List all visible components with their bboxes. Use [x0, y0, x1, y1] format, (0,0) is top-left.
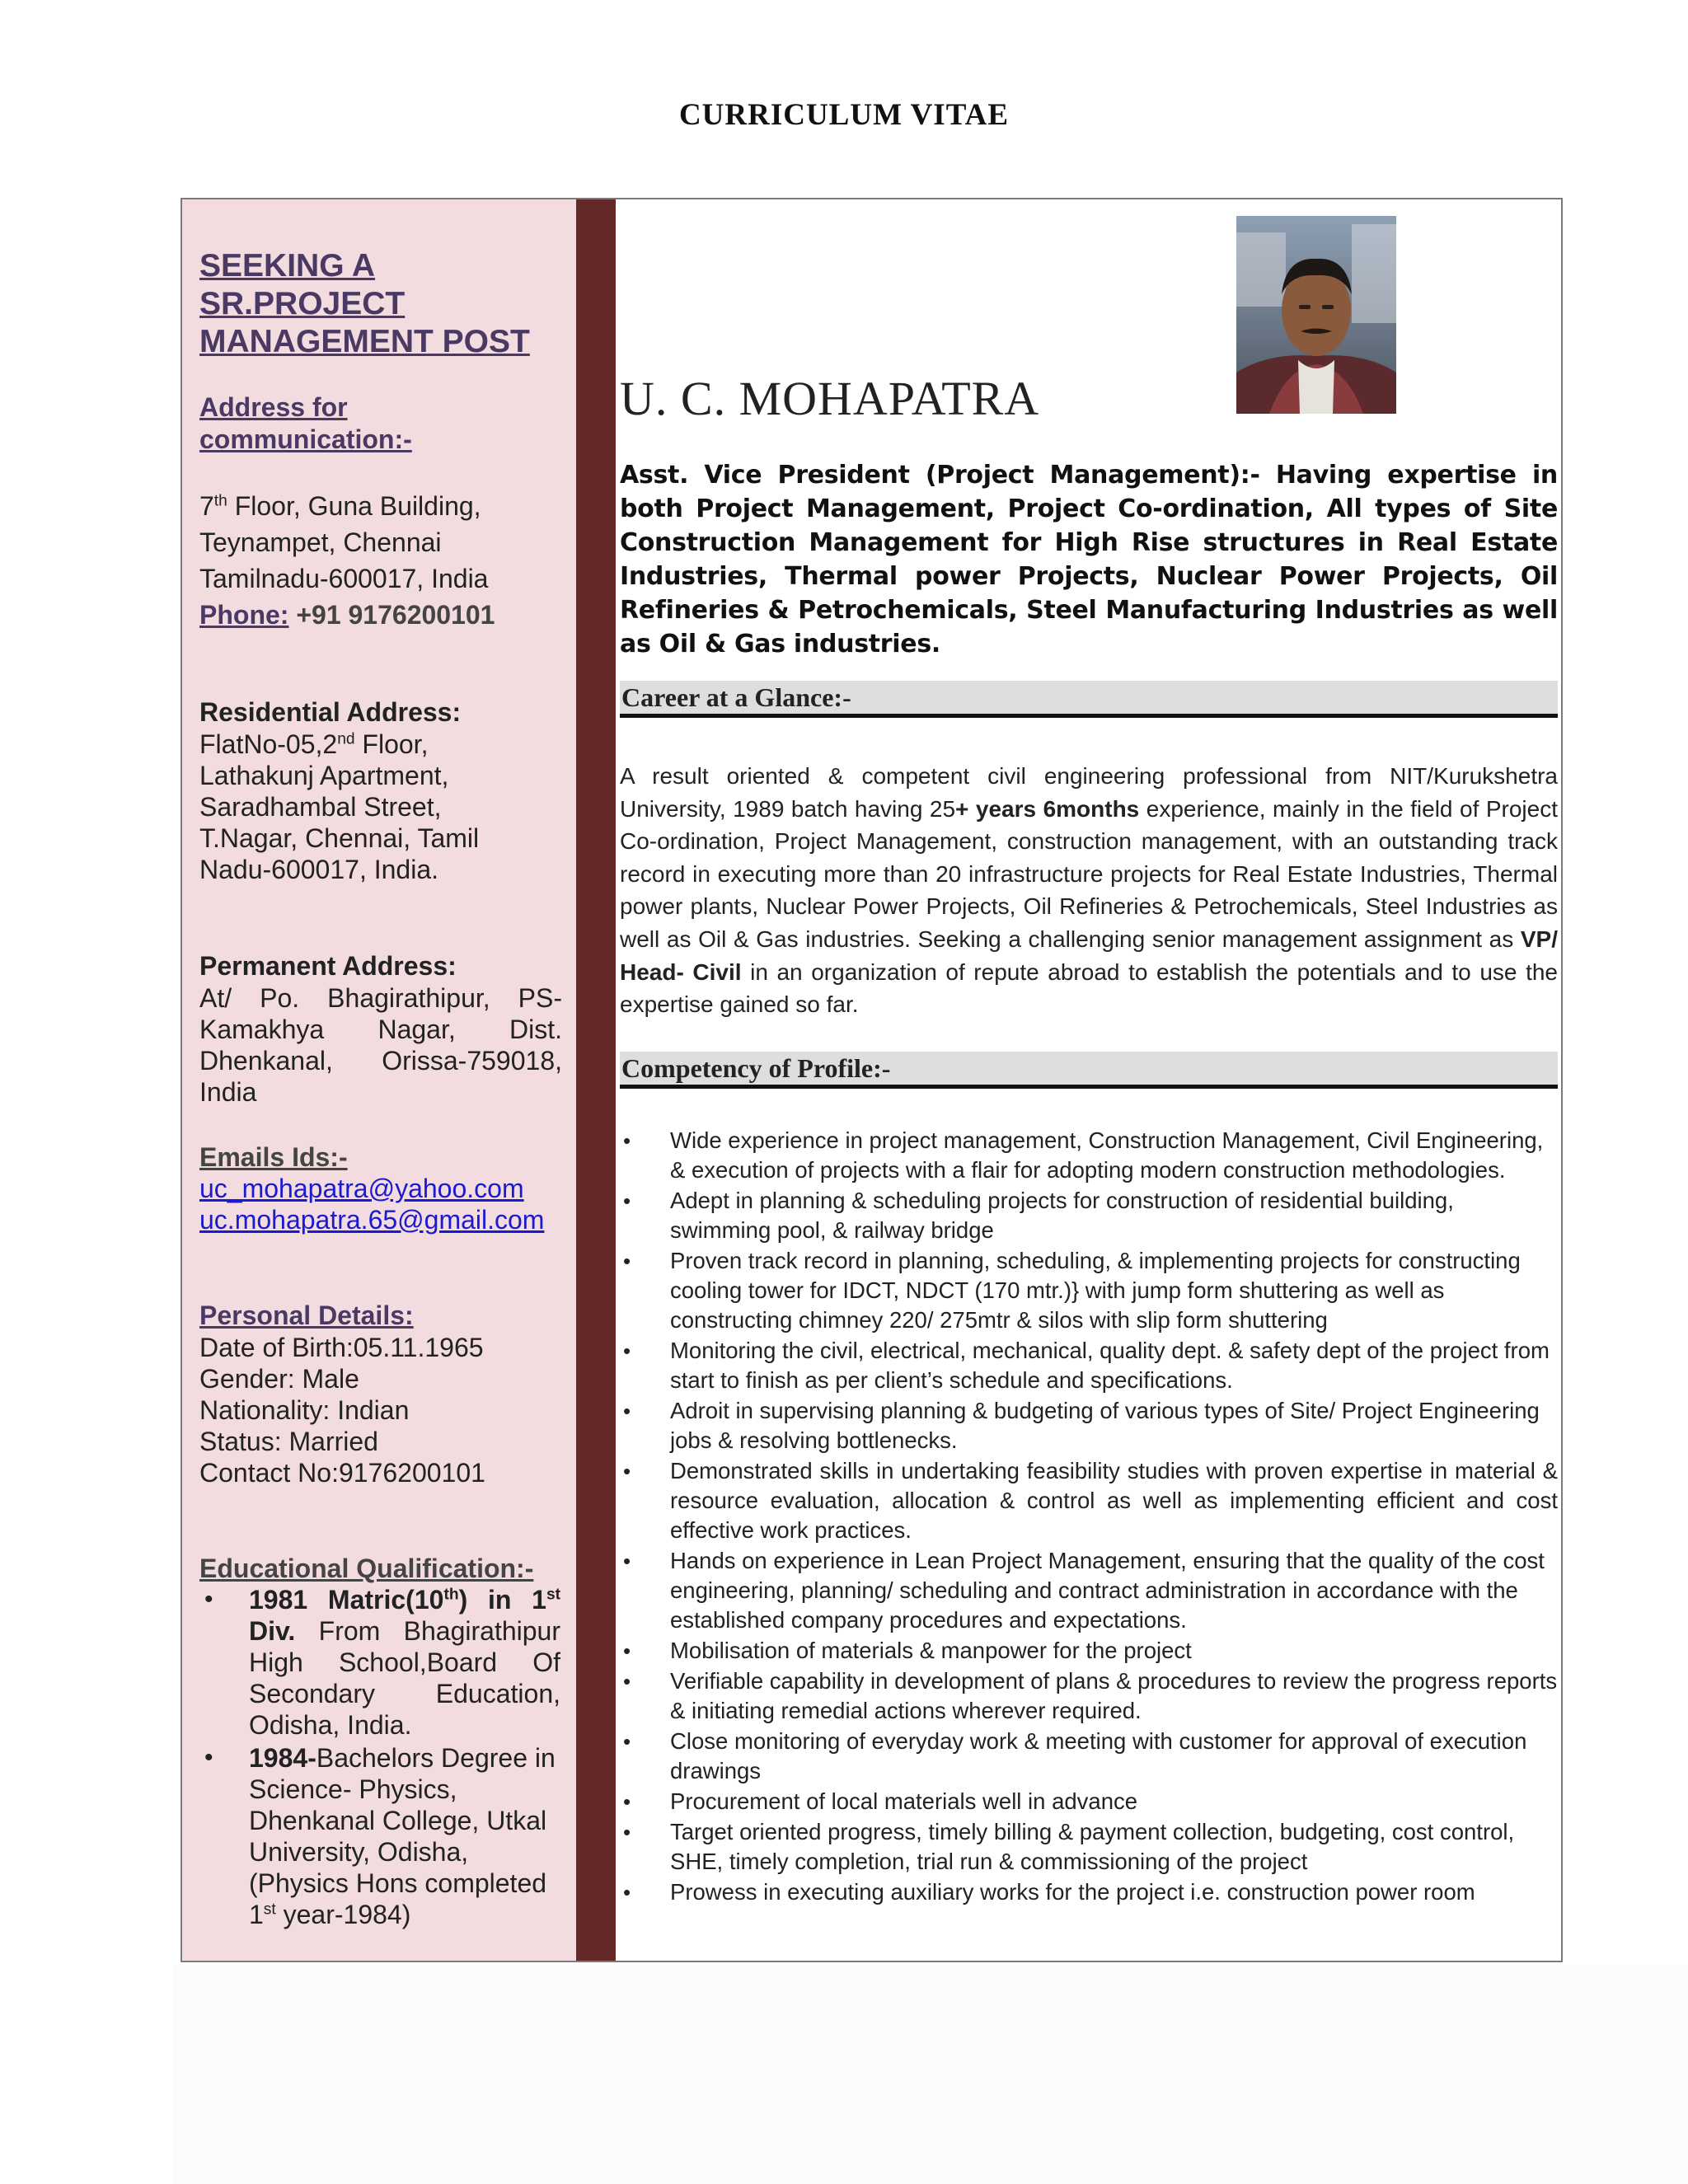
competency-item: • Adroit in supervising planning & budgeting of various types of Site/ Project Engineering jobs & resolving bottlenecks.	[620, 1396, 1558, 1455]
personal-status: Status: Married	[199, 1427, 378, 1456]
comm-address-line-3: Tamilnadu-600017, India	[199, 564, 489, 593]
profile-summary: Asst. Vice President (Project Management):- Having expertise in both Project Management, Project Co-ordination, All types of Site Construction Management for High Rise structures in Real Estate Industries, Thermal power Projects, Nuclear Power Projects, Oil Refineries & Petrochemicals, Steel Manufacturing Industries as well as Oil & Gas industries.	[620, 461, 1558, 658]
page-bottom-shade	[173, 1966, 1688, 2184]
competency-item: • Hands on experience in Lean Project Management, ensuring that the quality of the cost engineering, planning/ scheduling and contract administration in accordance with the established company procedures and expectations.	[620, 1546, 1558, 1635]
residential-address	[199, 729, 562, 885]
personal-nationality: Nationality: Indian	[199, 1395, 410, 1425]
competency-item: • Mobilisation of materials & manpower for the project	[620, 1636, 1558, 1666]
email-link-gmail[interactable]: uc.mohapatra.65@gmail.com	[199, 1205, 545, 1235]
residential-heading: Residential Address:	[199, 697, 462, 727]
education-item: • 1984-Bachelors Degree in Science- Physics, Dhenkanal College, Utkal University, Odisha, (Physics Hons completed 1st year-1984)	[199, 1742, 560, 1930]
education-item: • 1981 Matric(10th) in 1st Div. From Bhagirathipur High School,Board Of Secondary Education, Odisha, India.	[199, 1584, 560, 1741]
competency-item: • Wide experience in project management, Construction Management, Civil Engineering, & execution of projects with a flair for adopting modern construction methodologies.	[620, 1126, 1558, 1185]
email-list	[199, 1173, 562, 1235]
document-title: CURRICULUM VITAE	[678, 98, 1010, 132]
seeking-line-3: MANAGEMENT POST	[199, 324, 530, 359]
personal-gender: Gender: Male	[199, 1364, 359, 1394]
residential-line-3: Saradhambal Street,	[199, 792, 442, 822]
career-summary: A result oriented & competent civil engineering professional from NIT/Kurukshetra University, 1989 batch having 25+ years 6months experience, mainly in the field of Project Co-ordination, Project Management, construction management, with an outstanding track record in executing more than 20 infrastructure projects for Real Estate Industries, Thermal power plants, Nuclear Power Projects, Oil Refineries & Petrochemicals, Steel Industries as well as Oil & Gas industries. Seeking a challenging senior management assignment as VP/ Head- Civil in an organization of repute abroad to establish the potentials and to use the expertise gained so far.	[620, 763, 1558, 1018]
address-heading: Address for communication:-	[199, 392, 412, 454]
competency-item: • Proven track record in planning, scheduling, & implementing projects for constructing cooling tower for IDCT, NDCT (170 mtr.)} with jump form shuttering as well as constructing chimney 220/ 275mtr & silos with slip form shuttering	[620, 1246, 1558, 1335]
comm-address-line-1: 7th Floor, Guna Building,	[199, 491, 481, 521]
profile-photo-image	[1236, 216, 1396, 414]
permanent-heading: Permanent Address:	[199, 951, 457, 981]
seeking-heading	[199, 247, 562, 361]
competency-item: • Adept in planning & scheduling projects for construction of residential building, swimming pool, & railway bridge	[620, 1186, 1558, 1245]
competency-item: • Target oriented progress, timely billing & payment collection, budgeting, cost control, SHE, timely completion, trial run & commissioning of the project	[620, 1817, 1558, 1877]
email-link-yahoo[interactable]: uc_mohapatra@yahoo.com	[199, 1174, 524, 1203]
candidate-name: U. C. MOHAPATRA	[620, 372, 1040, 425]
education-list	[199, 1584, 560, 1932]
profile-photo	[1236, 216, 1396, 414]
permanent-address: At/ Po. Bhagirathipur, PS-Kamakhya Nagar, Dist. Dhenkanal, Orissa-759018, India	[199, 983, 562, 1107]
residential-line-5: Nadu-600017, India.	[199, 855, 438, 884]
comm-address-line-2: Teynampet, Chennai	[199, 527, 442, 557]
personal-dob: Date of Birth:05.11.1965	[199, 1333, 484, 1362]
competency-item: • Close monitoring of everyday work & meeting with customer for approval of execution drawings	[620, 1727, 1558, 1786]
emails-heading: Emails Ids:-	[199, 1142, 348, 1172]
personal-heading: Personal Details:	[199, 1301, 414, 1330]
communication-address	[199, 488, 562, 633]
phone-line	[199, 597, 562, 633]
competency-item: • Verifiable capability in development of plans & procedures to review the progress reports & initiating remedial actions wherever required.	[620, 1666, 1558, 1726]
competency-item: • Prowess in executing auxiliary works for the project i.e. construction power room	[620, 1877, 1558, 1907]
personal-contact: Contact No:9176200101	[199, 1458, 485, 1488]
seeking-line-2: SR.PROJECT	[199, 286, 406, 321]
competency-item: • Monitoring the civil, electrical, mechanical, quality dept. & safety dept of the project from start to finish as per client’s schedule and specifications.	[620, 1336, 1558, 1395]
residential-line-2: Lathakunj Apartment,	[199, 761, 449, 790]
seeking-line-1: SEEKING A	[199, 248, 376, 284]
education-heading: Educational Qualification:-	[199, 1554, 534, 1583]
phone-value: +91 9176200101	[288, 600, 495, 630]
competency-item: • Procurement of local materials well in advance	[620, 1787, 1558, 1816]
personal-details	[199, 1332, 562, 1488]
competency-heading: Competency of Profile:-	[621, 1053, 891, 1083]
residential-line-1: FlatNo-05,2nd Floor,	[199, 729, 429, 759]
career-section-header	[620, 681, 1558, 718]
competency-list	[620, 1126, 1558, 1908]
competency-section-header	[620, 1052, 1558, 1089]
competency-item: • Demonstrated skills in undertaking feasibility studies with proven expertise in material & resource evaluation, allocation & control as well as implementing efficient and cost effective work practices.	[620, 1456, 1558, 1545]
phone-label: Phone:	[199, 600, 289, 630]
career-heading: Career at a Glance:-	[621, 682, 851, 712]
residential-line-4: T.Nagar, Chennai, Tamil	[199, 823, 480, 853]
